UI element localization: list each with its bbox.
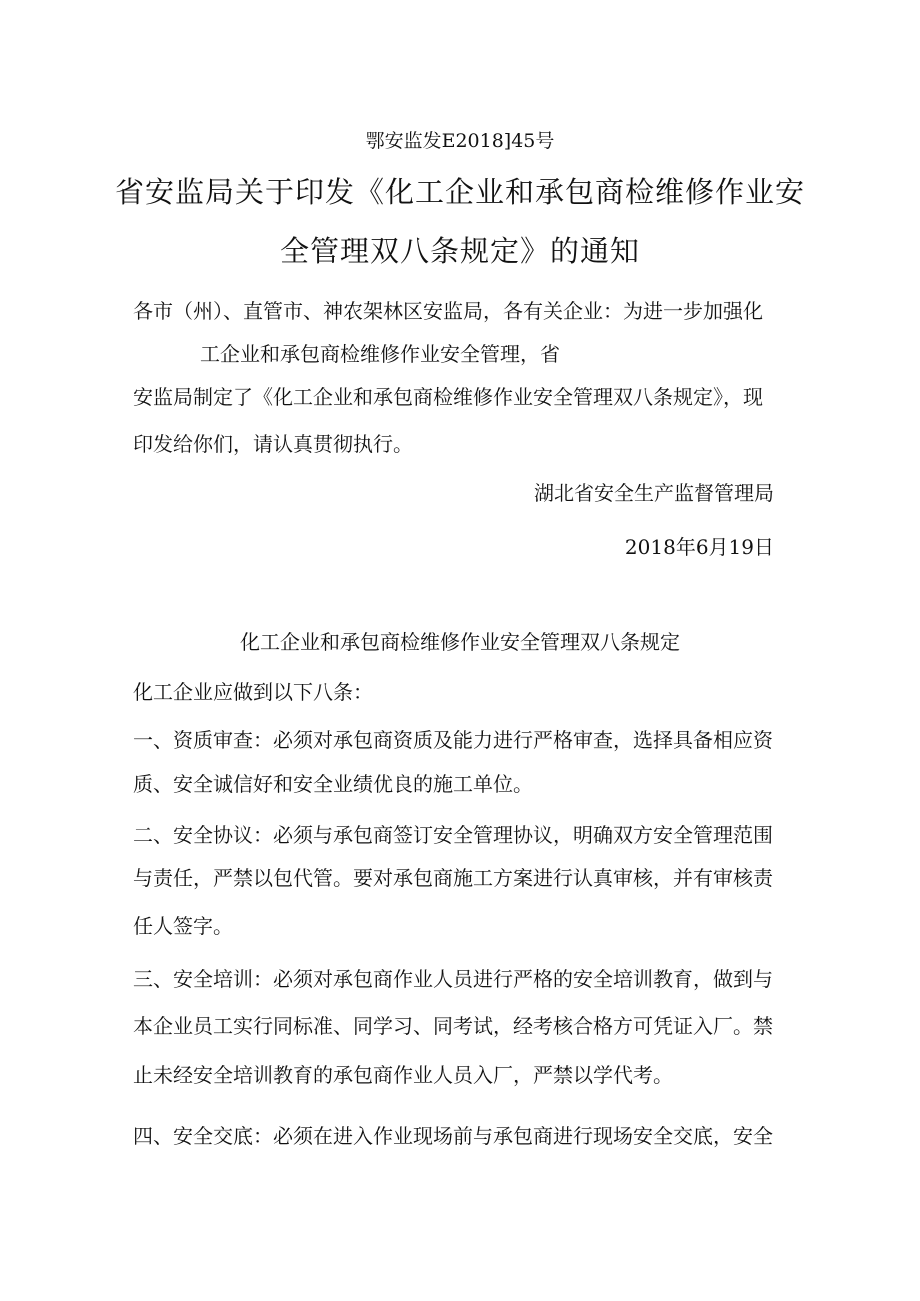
rules-intro: 化工企业应做到以下八条：	[133, 680, 373, 704]
rule-item-line: 四、安全交底：必须在进入作业现场前与承包商进行现场安全交底，安全	[133, 1124, 773, 1148]
rules-title: 化工企业和承包商检维修作业安全管理双八条规定	[240, 630, 680, 654]
rule-item-line: 止未经安全培训教育的承包商作业人员入厂，严禁以学代考。	[133, 1063, 673, 1087]
document-number: 鄂安监发E2018]45号	[365, 130, 555, 152]
body-line: 工企业和承包商检维修作业安全管理，省	[200, 342, 560, 366]
document-title-line-1: 省安监局关于印发《化工企业和承包商检维修作业安	[114, 175, 805, 209]
rule-item-line: 一、资质审查：必须对承包商资质及能力进行严格审查，选择具备相应资	[133, 728, 773, 752]
signature-organization: 湖北省安全生产监督管理局	[534, 481, 774, 505]
rule-item-line: 本企业员工实行同标准、同学习、同考试，经考核合格方可凭证入厂。禁	[133, 1014, 773, 1038]
rule-item-line: 与责任，严禁以包代管。要对承包商施工方案进行认真审核，并有审核责	[133, 866, 773, 890]
body-line: 各市（州）、直管市、神农架林区安监局，各有关企业：为进一步加强化	[133, 299, 763, 323]
body-line: 印发给你们，请认真贯彻执行。	[133, 432, 413, 456]
rule-item-line: 任人签字。	[133, 914, 233, 938]
rule-item-line: 二、安全协议：必须与承包商签订安全管理协议，明确双方安全管理范围	[133, 823, 773, 847]
signature-date: 2018年6月19日	[624, 535, 774, 559]
document-title-line-2: 全管理双八条规定》的通知	[279, 234, 640, 268]
body-line: 安监局制定了《化工企业和承包商检维修作业安全管理双八条规定》，现	[133, 385, 763, 409]
rule-item-line: 三、安全培训：必须对承包商作业人员进行严格的安全培训教育，做到与	[133, 967, 773, 991]
rule-item-line: 质、安全诚信好和安全业绩优良的施工单位。	[133, 772, 533, 796]
